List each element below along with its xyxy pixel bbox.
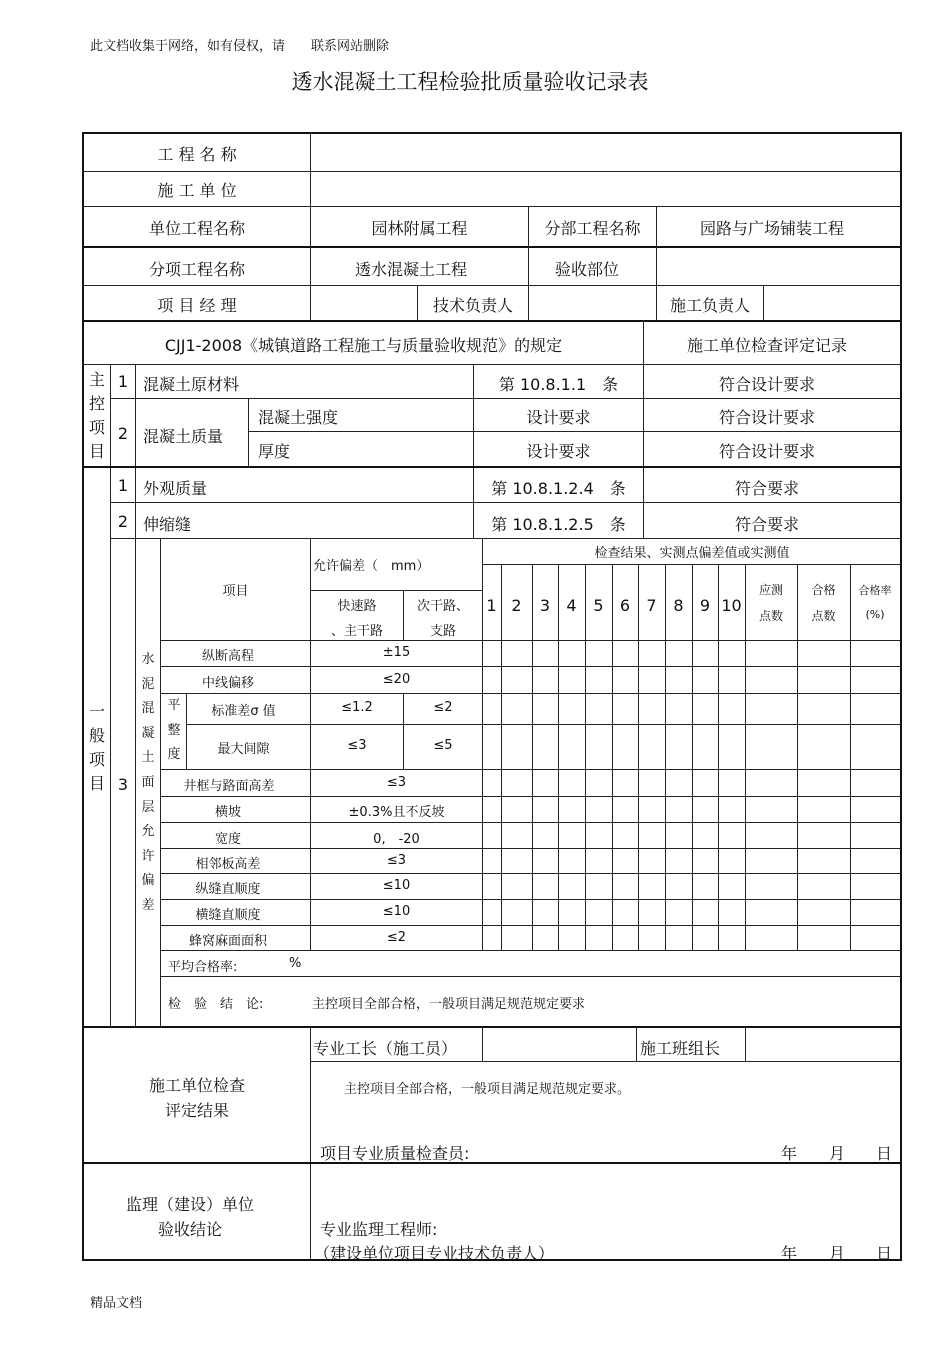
secondary-header-2: 支路 (429, 624, 456, 639)
acceptance-part-label: 验收部位 (554, 260, 619, 279)
dev-item-11-allow: ≤2 (386, 930, 407, 945)
dev-item-8-name: 相邻板高差 (195, 857, 261, 872)
general-label: 一 般 项 目 (88, 702, 105, 793)
supervision-date-month: 月 (829, 1244, 846, 1263)
standard-spec: CJJ1-2008《城镇道路工程施工与质量验收规范》的规定 (164, 336, 563, 355)
dev-item-4-a: ≤3 (347, 738, 367, 753)
conclusion-label: 检 验 结 论: (168, 997, 264, 1012)
dev-item-7-allow: 0, -20 (373, 832, 420, 847)
point-2: 2 (511, 596, 522, 615)
dev-item-6-allow: ±0.3%且不反坡 (348, 805, 445, 820)
point-5: 5 (593, 596, 604, 615)
dev-item-5-allow: ≤3 (386, 775, 407, 790)
construction-lead-label: 施工负责人 (669, 296, 750, 315)
general-row-3-no: 3 (117, 775, 129, 794)
allow-header: 允许偏差（ mm） (313, 559, 430, 574)
dev-item-2-name: 中线偏移 (201, 676, 254, 691)
qualified-1: 合格 (811, 583, 836, 597)
main-row-1-result: 符合设计要求 (718, 375, 815, 394)
point-9: 9 (699, 596, 711, 615)
main-row-2-item: 混凝土质量 (143, 427, 224, 446)
check-header: 检查结果、实测点偏差值或实测值 (594, 546, 790, 561)
project-manager-label: 项 目 经 理 (157, 296, 237, 315)
dev-item-10-allow: ≤10 (382, 904, 411, 919)
supervision-date-day: 日 (876, 1244, 893, 1263)
dev-item-2-allow: ≤20 (382, 672, 411, 687)
dev-item-7-name: 宽度 (214, 832, 241, 847)
point-1: 1 (486, 596, 497, 615)
dev-item-4-b: ≤5 (433, 738, 453, 753)
dev-item-8-allow: ≤3 (386, 853, 407, 868)
avg-rate-unit: % (289, 956, 302, 971)
general-row-1-no: 1 (117, 476, 129, 495)
construction-date-day: 日 (876, 1144, 893, 1163)
expressway-header-2: 、主干路 (330, 624, 383, 639)
supervision-owner-label: （建设单位项目专业技术负责人） (314, 1244, 555, 1263)
dev-item-3-b: ≤2 (433, 700, 453, 715)
construction-check-label-2: 评定结果 (164, 1101, 229, 1120)
construction-date-year: 年 (781, 1144, 798, 1163)
general-row-2-result: 符合要求 (734, 515, 799, 534)
main-row-2-result: 符合设计要求 (718, 408, 815, 427)
dev-item-3-name: 标准差σ 值 (211, 704, 276, 719)
page-title: 透水混凝土工程检验批质量验收记录表 (291, 70, 649, 94)
secondary-header-1: 次干路、 (416, 599, 469, 614)
should-measure-1: 应测 (758, 583, 783, 597)
main-row-3-sub: 厚度 (258, 442, 291, 461)
dev-item-3-a: ≤1.2 (341, 700, 373, 715)
check-record-header: 施工单位检查评定记录 (686, 336, 847, 355)
point-3: 3 (539, 596, 551, 615)
rate-2: (%) (865, 608, 885, 621)
general-row-1-result: 符合要求 (734, 479, 799, 498)
main-row-2-clause: 设计要求 (526, 408, 591, 427)
tech-lead-label: 技术负责人 (432, 296, 513, 315)
subitem-label: 分项工程名称 (148, 260, 245, 279)
foreman-label: 专业工长（施工员） (313, 1039, 458, 1058)
dev-item-9-name: 纵缝直顺度 (195, 882, 261, 897)
conclusion-text: 主控项目全部合格，一般项目满足规范规定要求 (312, 997, 586, 1012)
dev-item-5-name: 井框与路面高差 (183, 779, 275, 794)
main-row-3-result: 符合设计要求 (718, 442, 815, 461)
construction-date-month: 月 (829, 1144, 846, 1163)
inspector-label: 项目专业质量检查员: (320, 1144, 470, 1163)
point-4: 4 (566, 596, 577, 615)
main-row-1-clause: 第 10.8.1.1 条 (498, 375, 619, 394)
construction-check-label-1: 施工单位检查 (148, 1076, 245, 1095)
general-row-2-no: 2 (117, 512, 129, 531)
construction-result-text: 主控项目全部合格，一般项目满足规范规定要求。 (344, 1082, 631, 1097)
dev-item-1-allow: ±15 (382, 645, 411, 660)
main-row-2-no: 2 (117, 424, 129, 443)
point-7: 7 (646, 596, 657, 615)
construction-unit-label: 施 工 单 位 (157, 181, 237, 200)
main-control-label: 主 控 项 目 (88, 370, 105, 461)
flatness-label: 平 整 度 (167, 698, 181, 763)
item-header: 项目 (222, 584, 249, 599)
dev-item-4-name: 最大间隙 (217, 742, 270, 757)
footer-note: 精品文档 (90, 1296, 143, 1311)
point-10: 10 (721, 596, 742, 615)
main-row-3-clause: 设计要求 (526, 442, 591, 461)
general-row-1-item: 外观质量 (143, 479, 208, 498)
unit-project-label: 单位工程名称 (148, 219, 245, 238)
should-measure-2: 点数 (758, 609, 783, 623)
supervision-label-1: 监理（建设）单位 (125, 1195, 254, 1214)
expressway-header-1: 快速路 (337, 599, 377, 614)
main-row-2-sub: 混凝土强度 (258, 408, 339, 427)
general-row-1-clause: 第 10.8.1.2.4 条 (491, 479, 626, 498)
header-note: 此文档收集于网络，如有侵权，请 联系网站删除 (90, 39, 390, 54)
supervision-label-2: 验收结论 (157, 1220, 222, 1239)
supervision-engineer-label: 专业监理工程师: (320, 1220, 438, 1239)
supervision-date-year: 年 (781, 1244, 798, 1263)
project-name-label: 工 程 名 称 (157, 145, 237, 164)
deviation-group-label: 水 泥 混 凝 土 面 层 允 许 偏 差 (141, 652, 155, 913)
division-value[interactable]: 园路与广场铺装工程 (699, 219, 844, 238)
team-leader-label: 施工班组长 (640, 1039, 721, 1058)
unit-project-value[interactable]: 园林附属工程 (371, 219, 468, 238)
avg-rate-label: 平均合格率: (168, 960, 238, 975)
main-row-1-item: 混凝土原材料 (143, 375, 240, 394)
dev-item-11-name: 蜂窝麻面面积 (188, 934, 267, 949)
general-row-2-clause: 第 10.8.1.2.5 条 (491, 515, 626, 534)
main-row-1-no: 1 (117, 372, 129, 391)
general-row-2-item: 伸缩缝 (143, 515, 192, 534)
dev-item-9-allow: ≤10 (382, 878, 411, 893)
point-6: 6 (619, 596, 631, 615)
dev-item-1-name: 纵断高程 (201, 649, 254, 664)
rate-1: 合格率 (858, 584, 892, 597)
subitem-value[interactable]: 透水混凝土工程 (354, 260, 467, 279)
dev-item-6-name: 横坡 (214, 805, 241, 820)
division-label: 分部工程名称 (544, 219, 641, 238)
point-8: 8 (673, 596, 684, 615)
dev-item-10-name: 横缝直顺度 (195, 908, 261, 923)
qualified-2: 点数 (811, 609, 836, 623)
